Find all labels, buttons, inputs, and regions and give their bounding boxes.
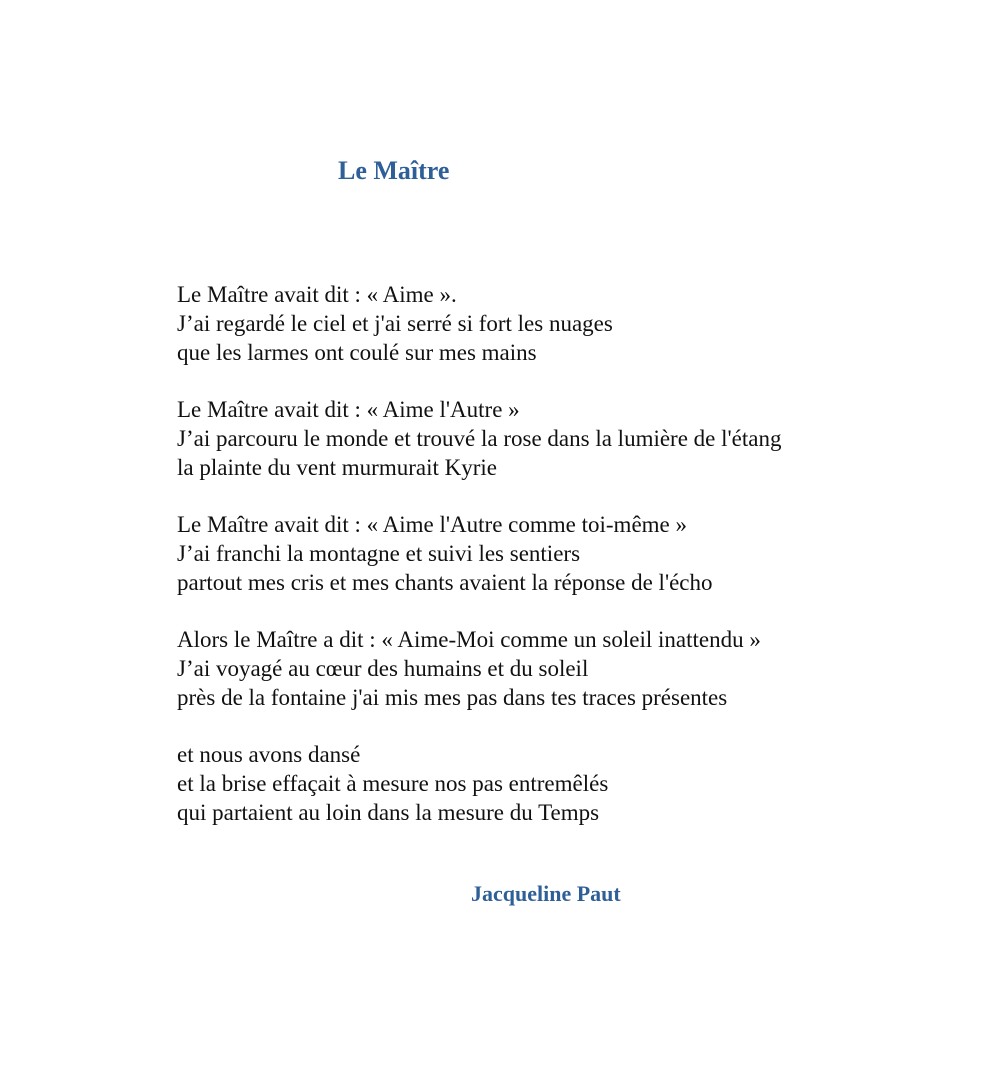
- poem-line: qui partaient au loin dans la mesure du Temps: [177, 800, 600, 825]
- poem-line: Alors le Maître a dit : « Aime-Moi comme un soleil inattendu »: [177, 627, 761, 652]
- poem-line: Le Maître avait dit : « Aime l'Autre comme toi-même »: [177, 512, 687, 537]
- poem-line: que les larmes ont coulé sur mes mains: [177, 340, 537, 365]
- poem-line: et nous avons dansé: [177, 742, 361, 767]
- poem-line: J’ai franchi la montagne et suivi les sentiers: [177, 541, 581, 566]
- poem-line: Le Maître avait dit : « Aime l'Autre »: [177, 397, 520, 422]
- poem-line: J’ai parcouru le monde et trouvé la rose dans la lumière de l'étang: [177, 426, 782, 451]
- stanza: [177, 280, 897, 367]
- poem-line: la plainte du vent murmurait Kyrie: [177, 455, 497, 480]
- stanza: [177, 625, 897, 712]
- poem-line: Le Maître avait dit : « Aime ».: [177, 282, 457, 307]
- poem-line: J’ai regardé le ciel et j'ai serré si fort les nuages: [177, 311, 613, 336]
- stanza: [177, 740, 897, 827]
- stanza: [177, 510, 897, 597]
- author-name: Jacqueline Paut: [471, 881, 621, 906]
- poem-line: partout mes cris et mes chants avaient la réponse de l'écho: [177, 570, 713, 595]
- stanza: [177, 395, 897, 482]
- poem-line: et la brise effaçait à mesure nos pas entremêlés: [177, 771, 609, 796]
- poem-line: J’ai voyagé au cœur des humains et du soleil: [177, 656, 589, 681]
- poem-line: près de la fontaine j'ai mis mes pas dans tes traces présentes: [177, 685, 728, 710]
- poem-title: Le Maître: [338, 156, 450, 185]
- poem-body: [177, 280, 897, 827]
